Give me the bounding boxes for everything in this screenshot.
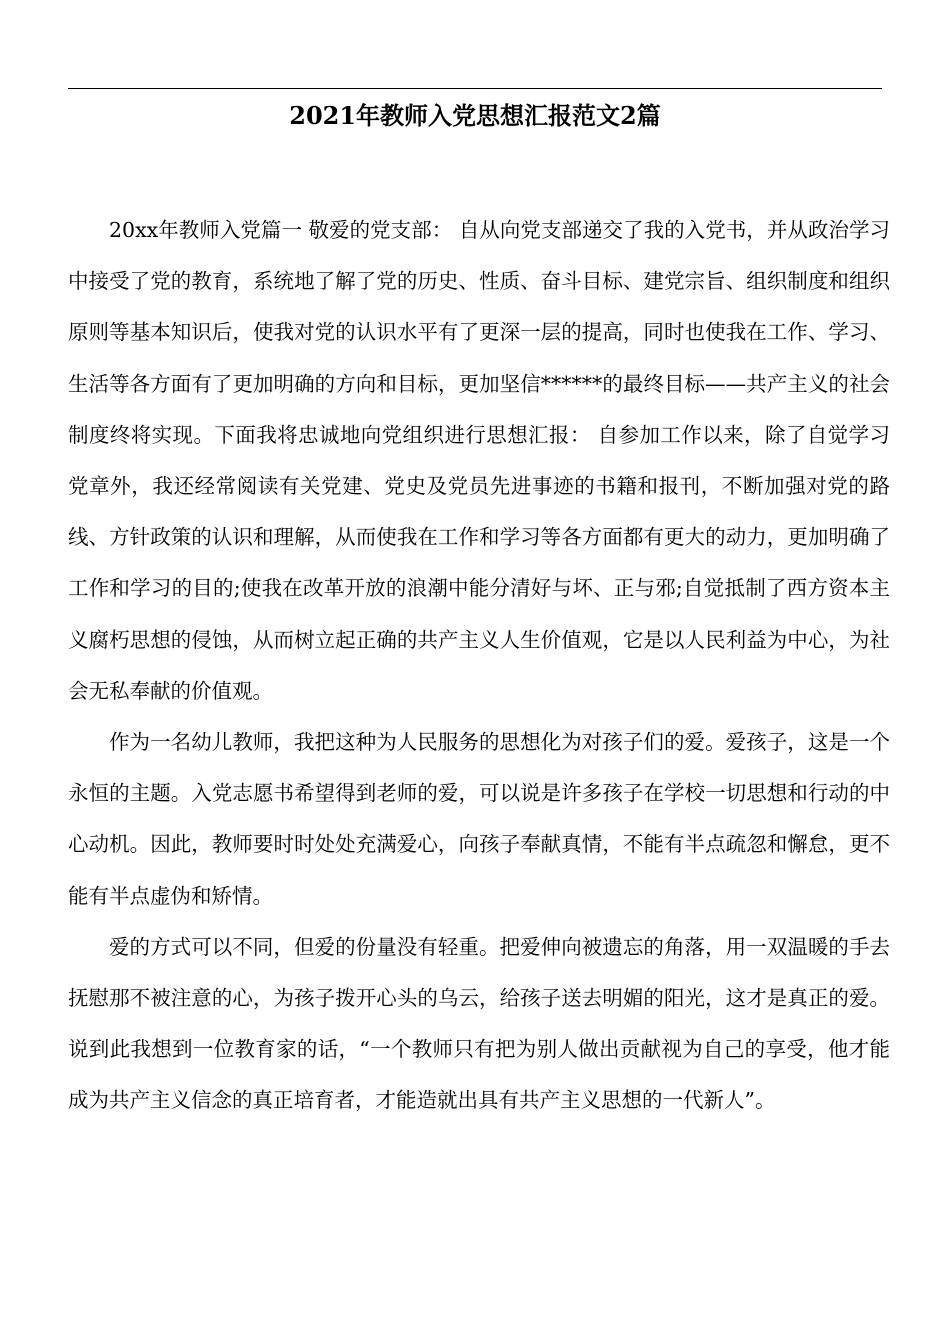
document-title: 2021年教师入党思想汇报范文2篇: [289, 101, 661, 130]
body-paragraph: 作为一名幼儿教师，我把这种为人民服务的思想化为对孩子们的爱。爱孩子，这是一个永恒的主题。入党志愿书希望得到老师的爱，可以说是许多孩子在学校一切思想和行动的中心动机。因此，教师要时时处处充满爱心，向孩子奉献真情，不能有半点疏忽和懈怠，更不能有半点虚伪和矫情。: [68, 730, 890, 908]
header-rule: [68, 88, 882, 89]
document-body: [68, 205, 890, 1127]
body-paragraph: 爱的方式可以不同，但爱的份量没有轻重。把爱伸向被遗忘的角落，用一双温暖的手去抚慰那不被注意的心，为孩子拨开心头的乌云，给孩子送去明媚的阳光，这才是真正的爱。说到此我想到一位教育家的话，“一个教师只有把为别人做出贡献视为自己的享受，他才能成为共产主义信念的真正培育者，才能造就出具有共产主义思想的一代新人”。: [68, 934, 890, 1113]
body-paragraph: 20xx年教师入党篇一 敬爱的党支部： 自从向党支部递交了我的入党书，并从政治学习中接受了党的教育，系统地了解了党的历史、性质、奋斗目标、建党宗旨、组织制度和组织原则等基本知识后，使我对党的认识水平有了更深一层的提高，同时也使我在工作、学习、生活等各方面有了更加明确的方向和目标，更加坚信******的最终目标——共产主义的社会制度终将实现。下面我将忠诚地向党组织进行思想汇报： 自参加工作以来，除了自觉学习党章外，我还经常阅读有关党建、党史及党员先进事迹的书籍和报刊，不断加强对党的路线、方针政策的认识和理解，从而使我在工作和学习等各方面都有更大的动力，更加明确了工作和学习的目的;使我在改革开放的浪潮中能分清好与坏、正与邪;自觉抵制了西方资本主义腐朽思想的侵蚀，从而树立起正确的共产主义人生价值观，它是以人民利益为中心，为社会无私奉献的价值观。: [68, 218, 890, 703]
